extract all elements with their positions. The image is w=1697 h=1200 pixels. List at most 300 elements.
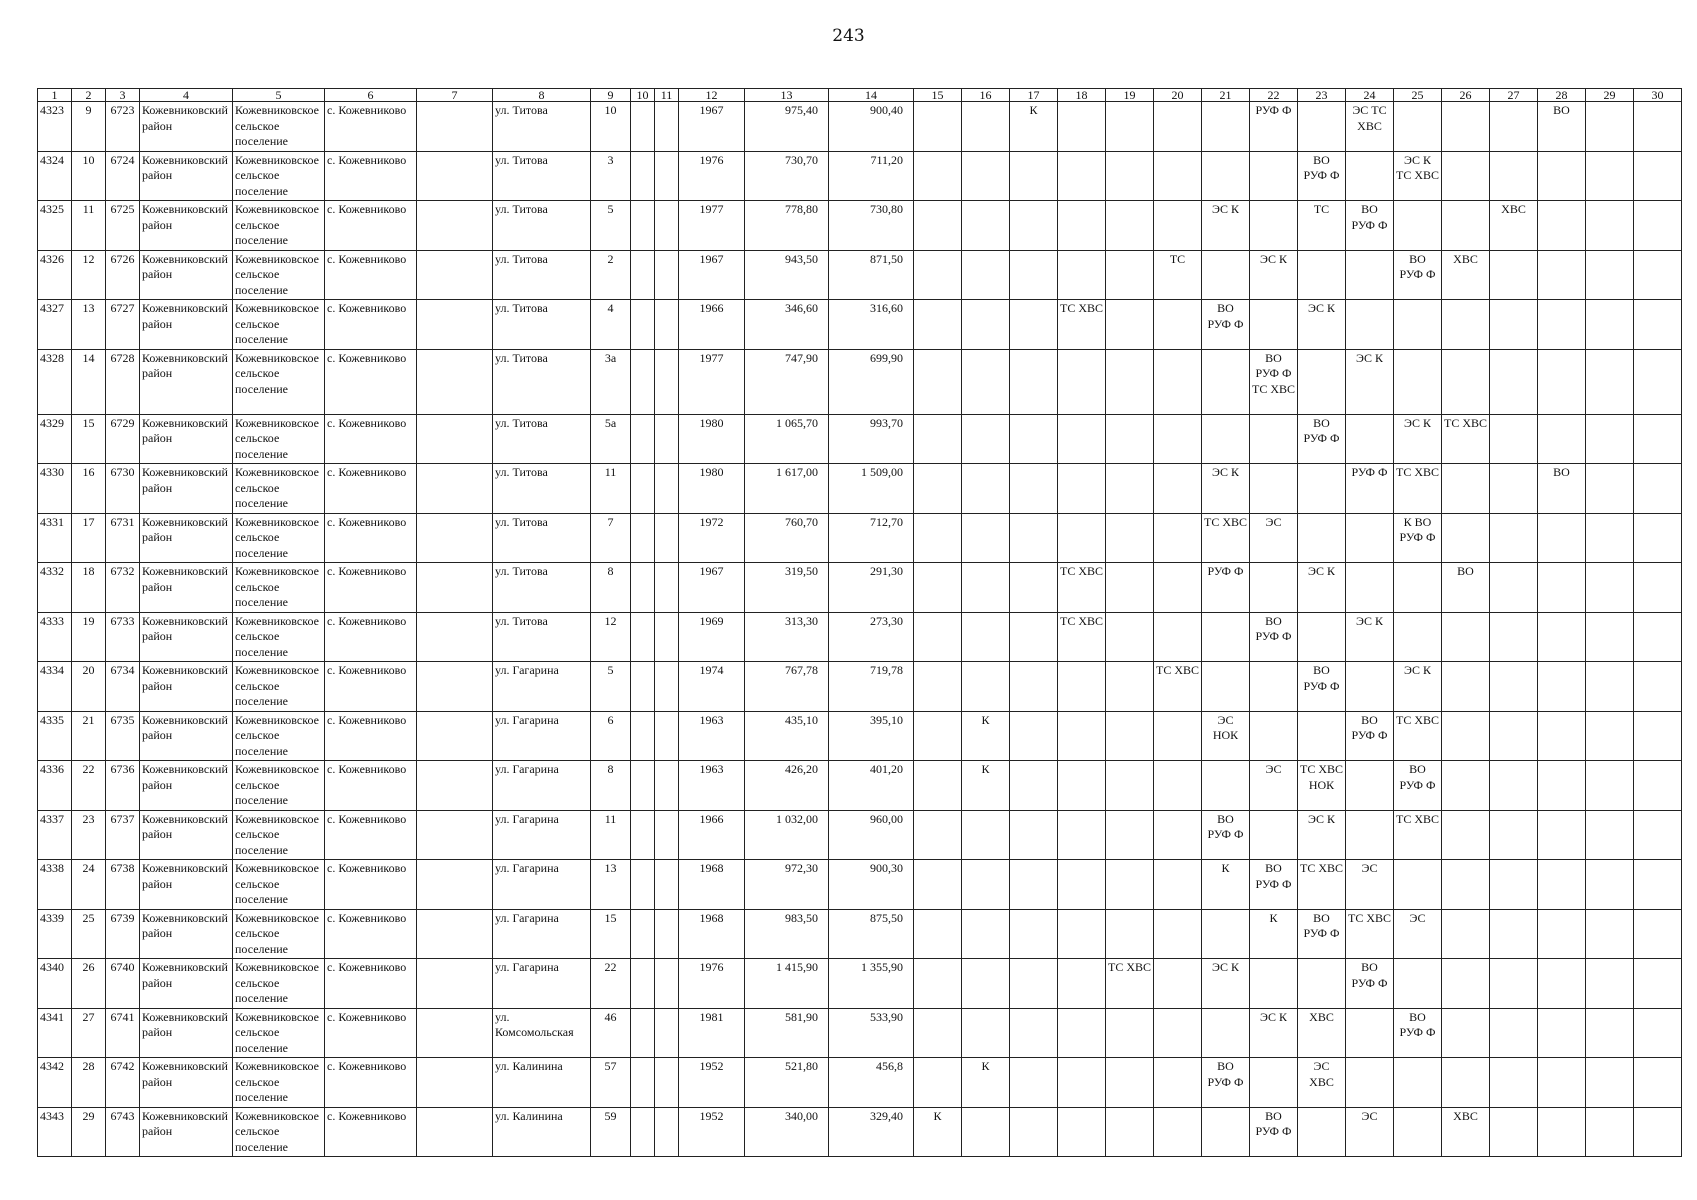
table-cell-col-21: ВО РУФ Ф bbox=[1202, 300, 1250, 350]
table-cell-col-21: РУФ Ф bbox=[1202, 563, 1250, 613]
table-cell-col-6: с. Кожевниково bbox=[325, 250, 417, 300]
table-cell-col-9: 59 bbox=[591, 1107, 631, 1157]
table-cell-col-23 bbox=[1298, 513, 1346, 563]
table-cell-col-6: с. Кожевниково bbox=[325, 909, 417, 959]
table-cell-col-24: ВО РУФ Ф bbox=[1346, 959, 1394, 1009]
table-cell-col-6: с. Кожевниково bbox=[325, 711, 417, 761]
table-cell-col-16 bbox=[962, 860, 1010, 910]
table-cell-col-15 bbox=[914, 563, 962, 613]
table-cell-col-18 bbox=[1058, 1058, 1106, 1108]
table-cell-col-9: 46 bbox=[591, 1008, 631, 1058]
table-cell-col-16 bbox=[962, 662, 1010, 712]
table-cell-col-7 bbox=[417, 151, 493, 201]
table-cell-col-13: 1 415,90 bbox=[745, 959, 829, 1009]
column-header: 19 bbox=[1106, 89, 1154, 102]
table-cell-col-4: Кожевниковский район bbox=[140, 761, 233, 811]
table-cell-col-22 bbox=[1250, 201, 1298, 251]
table-cell-col-15 bbox=[914, 761, 962, 811]
table-cell-col-18 bbox=[1058, 250, 1106, 300]
table-cell-col-19 bbox=[1106, 810, 1154, 860]
column-header: 12 bbox=[679, 89, 745, 102]
table-cell-col-4: Кожевниковский район bbox=[140, 1008, 233, 1058]
table-cell-col-8: ул. Калинина bbox=[493, 1107, 591, 1157]
table-cell-col-16 bbox=[962, 513, 1010, 563]
table-cell-col-22 bbox=[1250, 300, 1298, 350]
table-cell-col-28 bbox=[1538, 810, 1586, 860]
table-cell-col-14: 711,20 bbox=[829, 151, 914, 201]
table-cell-col-19 bbox=[1106, 464, 1154, 514]
table-cell-col-20 bbox=[1154, 959, 1202, 1009]
table-cell-col-18 bbox=[1058, 513, 1106, 563]
table-cell-col-27 bbox=[1490, 860, 1538, 910]
table-cell-col-7 bbox=[417, 349, 493, 414]
table-cell-col-11 bbox=[655, 1058, 679, 1108]
table-cell-col-30 bbox=[1634, 349, 1682, 414]
table-cell-col-2: 12 bbox=[72, 250, 106, 300]
table-cell-col-7 bbox=[417, 414, 493, 464]
table-cell-col-20 bbox=[1154, 414, 1202, 464]
table-cell-col-22: ВО РУФ Ф bbox=[1250, 1107, 1298, 1157]
table-cell-col-19 bbox=[1106, 151, 1154, 201]
table-row bbox=[38, 102, 1682, 152]
table-cell-col-2: 14 bbox=[72, 349, 106, 414]
table-cell-col-8: ул. Титова bbox=[493, 612, 591, 662]
table-cell-col-1: 4334 bbox=[38, 662, 72, 712]
table-cell-col-25 bbox=[1394, 300, 1442, 350]
table-cell-col-28 bbox=[1538, 860, 1586, 910]
table-cell-col-28 bbox=[1538, 1107, 1586, 1157]
table-cell-col-27 bbox=[1490, 711, 1538, 761]
table-cell-col-18: ТС ХВС bbox=[1058, 563, 1106, 613]
table-cell-col-15 bbox=[914, 1058, 962, 1108]
table-cell-col-10 bbox=[631, 810, 655, 860]
table-cell-col-20 bbox=[1154, 1008, 1202, 1058]
table-cell-col-18: ТС ХВС bbox=[1058, 300, 1106, 350]
table-cell-col-12: 1952 bbox=[679, 1058, 745, 1108]
table-cell-col-25: ЭС К ТС ХВС bbox=[1394, 151, 1442, 201]
table-cell-col-12: 1981 bbox=[679, 1008, 745, 1058]
table-cell-col-2: 29 bbox=[72, 1107, 106, 1157]
table-cell-col-14: 316,60 bbox=[829, 300, 914, 350]
table-cell-col-5: Кожевниковское сельское поселение bbox=[233, 959, 325, 1009]
table-cell-col-29 bbox=[1586, 563, 1634, 613]
table-cell-col-7 bbox=[417, 201, 493, 251]
table-cell-col-15 bbox=[914, 513, 962, 563]
table-cell-col-16 bbox=[962, 810, 1010, 860]
table-cell-col-7 bbox=[417, 761, 493, 811]
table-cell-col-26: ТС ХВС bbox=[1442, 414, 1490, 464]
table-cell-col-15 bbox=[914, 959, 962, 1009]
table-cell-col-2: 15 bbox=[72, 414, 106, 464]
table-cell-col-25 bbox=[1394, 563, 1442, 613]
table-cell-col-4: Кожевниковский район bbox=[140, 563, 233, 613]
table-cell-col-2: 18 bbox=[72, 563, 106, 613]
table-cell-col-26: ХВС bbox=[1442, 1107, 1490, 1157]
table-cell-col-24 bbox=[1346, 513, 1394, 563]
table-cell-col-21 bbox=[1202, 151, 1250, 201]
table-cell-col-6: с. Кожевниково bbox=[325, 612, 417, 662]
table-cell-col-18 bbox=[1058, 349, 1106, 414]
table-cell-col-24: ВО РУФ Ф bbox=[1346, 201, 1394, 251]
column-header: 5 bbox=[233, 89, 325, 102]
table-cell-col-21 bbox=[1202, 662, 1250, 712]
table-cell-col-2: 11 bbox=[72, 201, 106, 251]
table-row bbox=[38, 662, 1682, 712]
table-cell-col-3: 6734 bbox=[106, 662, 140, 712]
table-cell-col-25 bbox=[1394, 860, 1442, 910]
table-cell-col-4: Кожевниковский район bbox=[140, 414, 233, 464]
table-cell-col-12: 1967 bbox=[679, 563, 745, 613]
table-cell-col-3: 6728 bbox=[106, 349, 140, 414]
table-cell-col-5: Кожевниковское сельское поселение bbox=[233, 662, 325, 712]
table-cell-col-10 bbox=[631, 959, 655, 1009]
table-cell-col-5: Кожевниковское сельское поселение bbox=[233, 250, 325, 300]
table-cell-col-28 bbox=[1538, 761, 1586, 811]
column-header: 1 bbox=[38, 89, 72, 102]
table-cell-col-22 bbox=[1250, 151, 1298, 201]
table-cell-col-16 bbox=[962, 250, 1010, 300]
table-cell-col-3: 6743 bbox=[106, 1107, 140, 1157]
table-cell-col-8: ул. Титова bbox=[493, 201, 591, 251]
table-cell-col-7 bbox=[417, 959, 493, 1009]
table-cell-col-4: Кожевниковский район bbox=[140, 349, 233, 414]
table-cell-col-30 bbox=[1634, 860, 1682, 910]
table-cell-col-24: ЭС ТС ХВС bbox=[1346, 102, 1394, 152]
table-cell-col-28 bbox=[1538, 414, 1586, 464]
table-cell-col-6: с. Кожевниково bbox=[325, 349, 417, 414]
table-cell-col-13: 1 032,00 bbox=[745, 810, 829, 860]
table-cell-col-28 bbox=[1538, 151, 1586, 201]
table-cell-col-2: 21 bbox=[72, 711, 106, 761]
table-cell-col-22: РУФ Ф bbox=[1250, 102, 1298, 152]
table-cell-col-15 bbox=[914, 151, 962, 201]
table-cell-col-17 bbox=[1010, 711, 1058, 761]
table-cell-col-29 bbox=[1586, 464, 1634, 514]
table-cell-col-14: 900,30 bbox=[829, 860, 914, 910]
table-cell-col-11 bbox=[655, 909, 679, 959]
table-cell-col-21: ТС ХВС bbox=[1202, 513, 1250, 563]
table-cell-col-27 bbox=[1490, 909, 1538, 959]
table-cell-col-23 bbox=[1298, 1107, 1346, 1157]
table-cell-col-8: ул. Гагарина bbox=[493, 711, 591, 761]
table-cell-col-24 bbox=[1346, 300, 1394, 350]
table-cell-col-11 bbox=[655, 810, 679, 860]
table-cell-col-29 bbox=[1586, 860, 1634, 910]
table-cell-col-14: 329,40 bbox=[829, 1107, 914, 1157]
table-cell-col-5: Кожевниковское сельское поселение bbox=[233, 464, 325, 514]
table-row bbox=[38, 464, 1682, 514]
table-cell-col-19 bbox=[1106, 513, 1154, 563]
table-cell-col-26 bbox=[1442, 349, 1490, 414]
table-cell-col-25 bbox=[1394, 612, 1442, 662]
table-cell-col-18 bbox=[1058, 860, 1106, 910]
table-cell-col-4: Кожевниковский район bbox=[140, 300, 233, 350]
table-cell-col-8: ул. Титова bbox=[493, 464, 591, 514]
table-cell-col-13: 975,40 bbox=[745, 102, 829, 152]
table-cell-col-18 bbox=[1058, 201, 1106, 251]
table-cell-col-13: 730,70 bbox=[745, 151, 829, 201]
table-cell-col-20 bbox=[1154, 513, 1202, 563]
table-cell-col-17 bbox=[1010, 909, 1058, 959]
table-cell-col-12: 1974 bbox=[679, 662, 745, 712]
column-header: 22 bbox=[1250, 89, 1298, 102]
table-cell-col-11 bbox=[655, 1008, 679, 1058]
table-cell-col-22: ВО РУФ Ф bbox=[1250, 612, 1298, 662]
table-cell-col-11 bbox=[655, 201, 679, 251]
table-cell-col-21 bbox=[1202, 250, 1250, 300]
table-cell-col-21 bbox=[1202, 761, 1250, 811]
table-cell-col-4: Кожевниковский район bbox=[140, 860, 233, 910]
table-cell-col-6: с. Кожевниково bbox=[325, 464, 417, 514]
table-cell-col-7 bbox=[417, 909, 493, 959]
table-cell-col-12: 1963 bbox=[679, 711, 745, 761]
table-cell-col-20 bbox=[1154, 810, 1202, 860]
table-cell-col-6: с. Кожевниково bbox=[325, 414, 417, 464]
table-cell-col-5: Кожевниковское сельское поселение bbox=[233, 909, 325, 959]
table-cell-col-30 bbox=[1634, 711, 1682, 761]
table-cell-col-6: с. Кожевниково bbox=[325, 513, 417, 563]
table-cell-col-22 bbox=[1250, 959, 1298, 1009]
table-cell-col-10 bbox=[631, 563, 655, 613]
table-cell-col-1: 4340 bbox=[38, 959, 72, 1009]
table-cell-col-17 bbox=[1010, 151, 1058, 201]
table-cell-col-26 bbox=[1442, 612, 1490, 662]
column-header: 3 bbox=[106, 89, 140, 102]
table-cell-col-11 bbox=[655, 349, 679, 414]
table-cell-col-18 bbox=[1058, 909, 1106, 959]
table-cell-col-5: Кожевниковское сельское поселение bbox=[233, 1107, 325, 1157]
table-cell-col-30 bbox=[1634, 959, 1682, 1009]
table-cell-col-9: 57 bbox=[591, 1058, 631, 1108]
column-header: 2 bbox=[72, 89, 106, 102]
table-cell-col-5: Кожевниковское сельское поселение bbox=[233, 151, 325, 201]
table-cell-col-29 bbox=[1586, 102, 1634, 152]
table-cell-col-14: 875,50 bbox=[829, 909, 914, 959]
table-cell-col-26 bbox=[1442, 201, 1490, 251]
table-cell-col-4: Кожевниковский район bbox=[140, 612, 233, 662]
table-cell-col-29 bbox=[1586, 909, 1634, 959]
table-cell-col-7 bbox=[417, 102, 493, 152]
table-cell-col-19 bbox=[1106, 102, 1154, 152]
table-cell-col-20 bbox=[1154, 860, 1202, 910]
table-cell-col-20 bbox=[1154, 612, 1202, 662]
table-cell-col-15 bbox=[914, 1008, 962, 1058]
table-cell-col-5: Кожевниковское сельское поселение bbox=[233, 513, 325, 563]
table-cell-col-20 bbox=[1154, 464, 1202, 514]
table-cell-col-11 bbox=[655, 300, 679, 350]
table-cell-col-23 bbox=[1298, 612, 1346, 662]
table-row bbox=[38, 711, 1682, 761]
table-cell-col-24 bbox=[1346, 1058, 1394, 1108]
table-cell-col-18: ТС ХВС bbox=[1058, 612, 1106, 662]
table-cell-col-9: 13 bbox=[591, 860, 631, 910]
table-cell-col-9: 15 bbox=[591, 909, 631, 959]
table-cell-col-11 bbox=[655, 414, 679, 464]
table-row bbox=[38, 201, 1682, 251]
table-cell-col-19 bbox=[1106, 201, 1154, 251]
table-cell-col-23 bbox=[1298, 464, 1346, 514]
table-cell-col-10 bbox=[631, 151, 655, 201]
table-cell-col-30 bbox=[1634, 1008, 1682, 1058]
table-cell-col-5: Кожевниковское сельское поселение bbox=[233, 102, 325, 152]
table-cell-col-27 bbox=[1490, 250, 1538, 300]
table-cell-col-13: 767,78 bbox=[745, 662, 829, 712]
table-cell-col-24: ВО РУФ Ф bbox=[1346, 711, 1394, 761]
table-cell-col-10 bbox=[631, 662, 655, 712]
table-cell-col-30 bbox=[1634, 414, 1682, 464]
table-cell-col-28 bbox=[1538, 201, 1586, 251]
table-cell-col-2: 19 bbox=[72, 612, 106, 662]
table-cell-col-22: ЭС bbox=[1250, 761, 1298, 811]
table-row bbox=[38, 959, 1682, 1009]
table-cell-col-20: ТС ХВС bbox=[1154, 662, 1202, 712]
table-cell-col-21: К bbox=[1202, 860, 1250, 910]
table-cell-col-18 bbox=[1058, 662, 1106, 712]
table-cell-col-4: Кожевниковский район bbox=[140, 250, 233, 300]
table-cell-col-18 bbox=[1058, 711, 1106, 761]
table-cell-col-27: ХВС bbox=[1490, 201, 1538, 251]
table-cell-col-17 bbox=[1010, 513, 1058, 563]
table-cell-col-25: К ВО РУФ Ф bbox=[1394, 513, 1442, 563]
table-cell-col-27 bbox=[1490, 300, 1538, 350]
table-cell-col-6: с. Кожевниково bbox=[325, 300, 417, 350]
table-cell-col-27 bbox=[1490, 102, 1538, 152]
column-header: 6 bbox=[325, 89, 417, 102]
table-cell-col-17 bbox=[1010, 810, 1058, 860]
table-cell-col-15: К bbox=[914, 1107, 962, 1157]
table-row bbox=[38, 1008, 1682, 1058]
table-cell-col-21 bbox=[1202, 1107, 1250, 1157]
table-cell-col-3: 6733 bbox=[106, 612, 140, 662]
table-cell-col-10 bbox=[631, 711, 655, 761]
table-cell-col-6: с. Кожевниково bbox=[325, 959, 417, 1009]
table-cell-col-9: 6 bbox=[591, 711, 631, 761]
table-cell-col-13: 435,10 bbox=[745, 711, 829, 761]
table-cell-col-25: ТС ХВС bbox=[1394, 711, 1442, 761]
table-cell-col-24 bbox=[1346, 810, 1394, 860]
table-cell-col-25 bbox=[1394, 201, 1442, 251]
table-cell-col-1: 4342 bbox=[38, 1058, 72, 1108]
table-cell-col-23: ТС ХВС НОК bbox=[1298, 761, 1346, 811]
table-cell-col-2: 10 bbox=[72, 151, 106, 201]
table-cell-col-29 bbox=[1586, 761, 1634, 811]
table-cell-col-2: 26 bbox=[72, 959, 106, 1009]
table-cell-col-9: 11 bbox=[591, 464, 631, 514]
table-cell-col-13: 346,60 bbox=[745, 300, 829, 350]
table-cell-col-20 bbox=[1154, 102, 1202, 152]
table-cell-col-25: ВО РУФ Ф bbox=[1394, 250, 1442, 300]
table-cell-col-3: 6731 bbox=[106, 513, 140, 563]
table-cell-col-25: ЭС К bbox=[1394, 662, 1442, 712]
table-cell-col-4: Кожевниковский район bbox=[140, 711, 233, 761]
table-cell-col-28 bbox=[1538, 662, 1586, 712]
table-cell-col-1: 4335 bbox=[38, 711, 72, 761]
table-row bbox=[38, 810, 1682, 860]
table-cell-col-15 bbox=[914, 711, 962, 761]
table-cell-col-1: 4332 bbox=[38, 563, 72, 613]
table-cell-col-11 bbox=[655, 860, 679, 910]
table-cell-col-7 bbox=[417, 612, 493, 662]
table-cell-col-10 bbox=[631, 250, 655, 300]
table-cell-col-4: Кожевниковский район bbox=[140, 464, 233, 514]
column-header: 23 bbox=[1298, 89, 1346, 102]
column-header: 10 bbox=[631, 89, 655, 102]
table-cell-col-18 bbox=[1058, 761, 1106, 811]
table-cell-col-28 bbox=[1538, 1058, 1586, 1108]
table-cell-col-1: 4341 bbox=[38, 1008, 72, 1058]
table-cell-col-29 bbox=[1586, 201, 1634, 251]
table-cell-col-15 bbox=[914, 612, 962, 662]
table-row bbox=[38, 414, 1682, 464]
table-cell-col-24: РУФ Ф bbox=[1346, 464, 1394, 514]
table-cell-col-3: 6735 bbox=[106, 711, 140, 761]
table-cell-col-23 bbox=[1298, 349, 1346, 414]
table-cell-col-19 bbox=[1106, 563, 1154, 613]
table-cell-col-16 bbox=[962, 612, 1010, 662]
table-cell-col-3: 6740 bbox=[106, 959, 140, 1009]
table-cell-col-8: ул. Титова bbox=[493, 102, 591, 152]
table-cell-col-23 bbox=[1298, 102, 1346, 152]
table-cell-col-22: К bbox=[1250, 909, 1298, 959]
table-cell-col-1: 4338 bbox=[38, 860, 72, 910]
table-cell-col-25 bbox=[1394, 349, 1442, 414]
table-cell-col-6: с. Кожевниково bbox=[325, 201, 417, 251]
table-cell-col-3: 6723 bbox=[106, 102, 140, 152]
table-cell-col-18 bbox=[1058, 1008, 1106, 1058]
table-cell-col-1: 4330 bbox=[38, 464, 72, 514]
table-cell-col-26 bbox=[1442, 151, 1490, 201]
table-cell-col-3: 6729 bbox=[106, 414, 140, 464]
table-cell-col-3: 6732 bbox=[106, 563, 140, 613]
table-cell-col-11 bbox=[655, 959, 679, 1009]
table-cell-col-17 bbox=[1010, 1058, 1058, 1108]
table-cell-col-4: Кожевниковский район bbox=[140, 201, 233, 251]
table-cell-col-27 bbox=[1490, 563, 1538, 613]
table-row bbox=[38, 300, 1682, 350]
table-cell-col-29 bbox=[1586, 1107, 1634, 1157]
table-cell-col-21: ВО РУФ Ф bbox=[1202, 810, 1250, 860]
table-cell-col-2: 17 bbox=[72, 513, 106, 563]
table-cell-col-7 bbox=[417, 563, 493, 613]
table-cell-col-28 bbox=[1538, 909, 1586, 959]
table-cell-col-14: 395,10 bbox=[829, 711, 914, 761]
table-cell-col-11 bbox=[655, 1107, 679, 1157]
table-cell-col-5: Кожевниковское сельское поселение bbox=[233, 711, 325, 761]
table-cell-col-15 bbox=[914, 349, 962, 414]
table-cell-col-14: 699,90 bbox=[829, 349, 914, 414]
column-header: 30 bbox=[1634, 89, 1682, 102]
table-cell-col-8: ул. Гагарина bbox=[493, 662, 591, 712]
table-cell-col-14: 871,50 bbox=[829, 250, 914, 300]
table-cell-col-20 bbox=[1154, 201, 1202, 251]
table-cell-col-1: 4326 bbox=[38, 250, 72, 300]
table-cell-col-9: 3а bbox=[591, 349, 631, 414]
table-cell-col-22: ЭС К bbox=[1250, 1008, 1298, 1058]
table-cell-col-4: Кожевниковский район bbox=[140, 151, 233, 201]
table-cell-col-1: 4327 bbox=[38, 300, 72, 350]
table-cell-col-24: ЭС К bbox=[1346, 612, 1394, 662]
table-row bbox=[38, 860, 1682, 910]
table-cell-col-25: ТС ХВС bbox=[1394, 464, 1442, 514]
table-cell-col-22 bbox=[1250, 1058, 1298, 1108]
table-cell-col-15 bbox=[914, 300, 962, 350]
table-cell-col-1: 4324 bbox=[38, 151, 72, 201]
table-cell-col-4: Кожевниковский район bbox=[140, 513, 233, 563]
table-cell-col-26 bbox=[1442, 464, 1490, 514]
table-cell-col-22: ЭС bbox=[1250, 513, 1298, 563]
table-cell-col-29 bbox=[1586, 414, 1634, 464]
table-cell-col-10 bbox=[631, 1058, 655, 1108]
